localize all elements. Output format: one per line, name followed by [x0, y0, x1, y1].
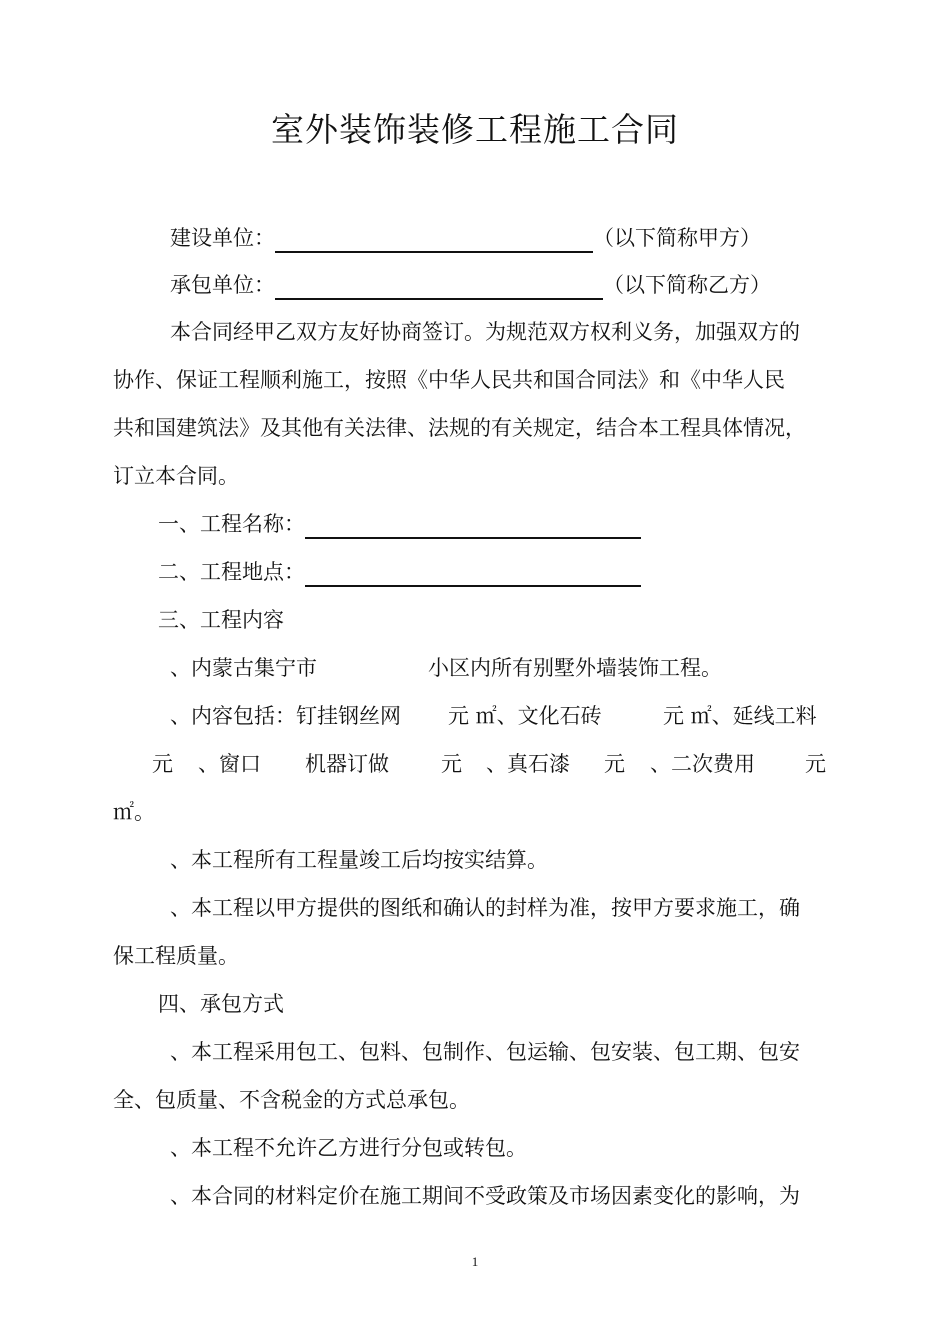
- sec3-item2-line2-4: 元: [441, 752, 462, 776]
- contractor-blank: [275, 276, 603, 300]
- project-name-line: [158, 510, 641, 539]
- sec4-item1-line1: 、本工程采用包工、包料、包制作、包运输、包安装、包工期、包安: [170, 1040, 800, 1064]
- sec3-item2-line1-a: 、内容包括：钉挂钢丝网: [170, 704, 401, 728]
- sec3-item2-line2-8: 元: [805, 752, 826, 776]
- sec3-item2-line2-2: 、窗口: [198, 752, 261, 776]
- sec4-item1-line2: 全、包质量、不含税金的方式总承包。: [113, 1088, 470, 1112]
- sec3-item1-b: 小区内所有别墅外墙装饰工程。: [428, 656, 722, 680]
- builder-line: [170, 224, 761, 253]
- sec3-item2-line2-5: 、真石漆: [486, 752, 570, 776]
- page-number: 1: [471, 1254, 479, 1269]
- contractor-label: 承包单位：: [170, 273, 275, 297]
- sec3-item2-line1-c: 元 ㎡、延线工料: [663, 704, 817, 728]
- sec3-item4-line1: 、本工程以甲方提供的图纸和确认的封样为准，按甲方要求施工，确: [170, 896, 800, 920]
- intro-line-3: 共和国建筑法》及其他有关法律、法规的有关规定，结合本工程具体情况，: [113, 416, 806, 440]
- project-location-line: [158, 558, 641, 587]
- sec3-item2-line2-1: 元: [152, 752, 173, 776]
- sec4-item2: 、本工程不允许乙方进行分包或转包。: [170, 1136, 527, 1160]
- sec3-item4-line2: 保工程质量。: [113, 944, 239, 968]
- document-title: 室外装饰装修工程施工合同: [271, 110, 679, 149]
- section-4-heading: 四、承包方式: [158, 992, 284, 1016]
- section-3-heading: 三、工程内容: [158, 608, 284, 632]
- contractor-line: [170, 271, 771, 300]
- intro-line-4: 订立本合同。: [113, 464, 239, 488]
- sec3-item3: 、本工程所有工程量竣工后均按实结算。: [170, 848, 548, 872]
- builder-label: 建设单位：: [170, 226, 275, 250]
- intro-line-2: 协作、保证工程顺利施工，按照《中华人民共和国合同法》和《中华人民: [113, 368, 785, 392]
- builder-suffix: （以下简称甲方）: [593, 226, 761, 250]
- project-location-label: 二、工程地点：: [158, 560, 305, 584]
- sec3-item2-line3: ㎡。: [113, 800, 155, 824]
- sec3-item2-line2-3: 机器订做: [305, 752, 389, 776]
- project-name-blank: [305, 515, 641, 539]
- sec3-item2-line1-b: 元 ㎡、文化石砖: [448, 704, 602, 728]
- project-location-blank: [305, 563, 641, 587]
- intro-line-1: 本合同经甲乙双方友好协商签订。为规范双方权利义务，加强双方的: [170, 320, 800, 344]
- sec3-item2-line2-7: 、二次费用: [650, 752, 755, 776]
- builder-blank: [275, 229, 593, 253]
- project-name-label: 一、工程名称：: [158, 512, 305, 536]
- sec3-item2-line2-6: 元: [604, 752, 625, 776]
- contractor-suffix: （以下简称乙方）: [603, 273, 771, 297]
- sec4-item3: 、本合同的材料定价在施工期间不受政策及市场因素变化的影响，为: [170, 1184, 800, 1208]
- sec3-item1-a: 、内蒙古集宁市: [170, 656, 317, 680]
